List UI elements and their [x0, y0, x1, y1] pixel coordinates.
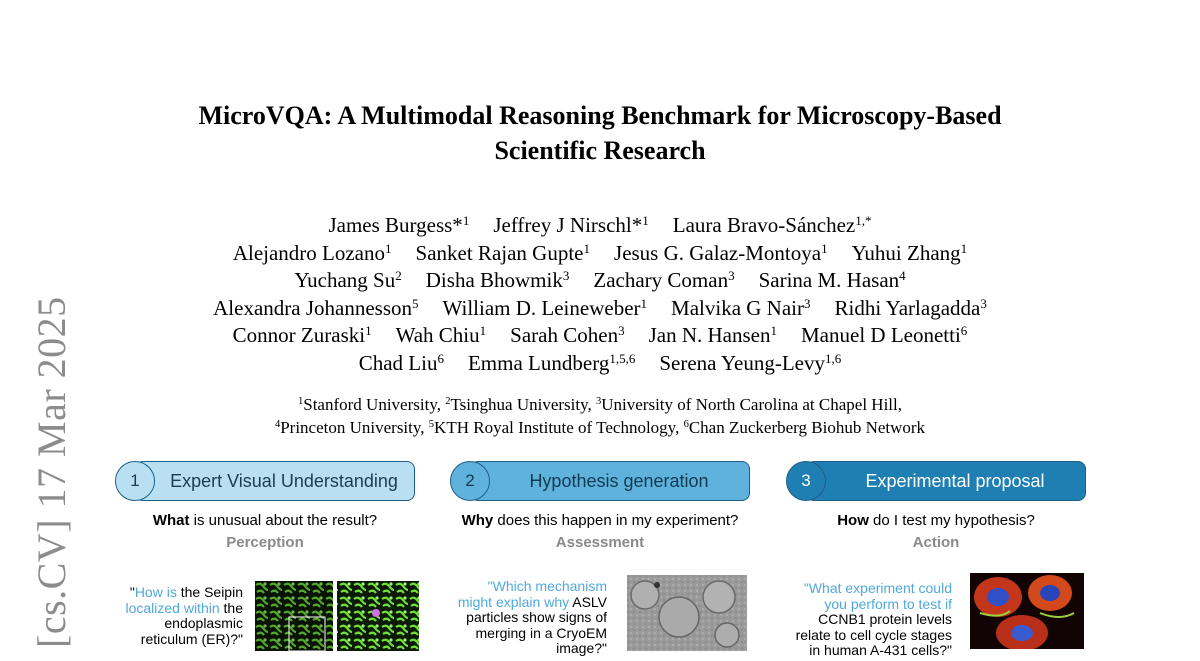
author-name: Disha Bhowmik	[425, 268, 563, 293]
author-list	[100, 212, 1100, 378]
author-name: Yuhui Zhang	[851, 240, 961, 265]
stage-pill-2	[450, 461, 750, 501]
author	[759, 268, 906, 292]
author	[673, 213, 872, 237]
author-name: William D. Leineweber	[442, 295, 641, 320]
author	[396, 323, 487, 347]
author-name: Yuchang Su	[294, 268, 396, 293]
affiliations	[100, 393, 1100, 439]
author	[294, 268, 401, 292]
author	[852, 241, 968, 265]
author-affiliation-marker: 1	[365, 323, 372, 339]
example-question-3: "What experiment could you perform to test if CCNB1 protein levels relate to cell cycle stages in human A-431 cells?"	[795, 580, 952, 658]
author	[614, 241, 828, 265]
author-affiliation-marker: 1,*	[855, 212, 872, 228]
author-affiliation-marker: 2	[395, 268, 402, 284]
author-affiliation-marker: 5	[412, 295, 419, 311]
stage-title-1: Expert Visual Understanding	[135, 461, 415, 501]
author-affiliation-marker: 1	[821, 240, 828, 256]
author-affiliation-marker: 6	[437, 350, 444, 366]
author	[359, 351, 444, 375]
stage-title-3: Experimental proposal	[806, 461, 1086, 501]
author-name: Emma Lundberg	[467, 350, 610, 375]
author-affiliation-marker: 1	[770, 323, 777, 339]
stage-label-action: Action	[912, 534, 960, 551]
author-affiliation-marker: 3	[980, 295, 987, 311]
author-name: Alexandra Johannesson	[213, 295, 412, 320]
stage-pill-3	[786, 461, 1086, 501]
author-line	[100, 350, 1100, 378]
author	[510, 323, 624, 347]
title-line-1: MicroVQA: A Multimodal Reasoning Benchmark for Microscopy-Based	[198, 101, 1002, 130]
author	[233, 241, 392, 265]
arxiv-stamp: [cs.CV] 17 Mar 2025	[29, 296, 74, 648]
author	[328, 213, 469, 237]
author-line	[100, 240, 1100, 268]
author-affiliation-marker: 1	[385, 240, 392, 256]
author	[443, 296, 648, 320]
fluorescence-er-image	[255, 581, 419, 651]
stage-number-1: 1	[115, 461, 155, 501]
figure-panel-experimental-proposal	[786, 461, 1086, 661]
author-line	[100, 295, 1100, 323]
author-affiliation-marker: 1,5,6	[609, 350, 636, 366]
author-name: Manuel D Leonetti	[801, 323, 961, 348]
author-affiliation-marker: 4	[899, 268, 906, 284]
author-affiliation-marker: 1	[583, 240, 591, 256]
author-affiliation-marker: 1	[640, 295, 648, 311]
author-name: Serena Yeung-Levy	[659, 350, 825, 375]
stage-pill-1	[115, 461, 415, 501]
author-name: Alejandro Lozano	[232, 240, 386, 265]
author-affiliation-marker: 1	[462, 212, 470, 228]
stage-question-2: Why does this happen in my experiment?	[461, 512, 739, 529]
author-line	[100, 322, 1100, 350]
author-name: Sarah Cohen	[510, 323, 619, 348]
figure-panel-hypothesis-generation	[450, 461, 750, 661]
author-name: Zachary Coman	[593, 268, 729, 293]
author-affiliation-marker: 1	[479, 323, 487, 339]
author-affiliation-marker: 1,6	[825, 350, 842, 366]
stage-number-2: 2	[450, 461, 490, 501]
author-affiliation-marker: 1	[642, 212, 649, 228]
cell-cycle-fluorescence-image	[970, 573, 1084, 649]
stage-label-assessment: Assessment	[555, 534, 645, 551]
stage-title-2: Hypothesis generation	[470, 461, 750, 501]
author-name: Sarina M. Hasan	[758, 268, 900, 293]
author	[659, 351, 841, 375]
author-affiliation-marker: 6	[960, 323, 968, 339]
author-name: Chad Liu	[358, 350, 438, 375]
author-name: Jan N. Hansen	[648, 323, 771, 348]
author-line	[100, 212, 1100, 240]
author	[671, 296, 810, 320]
author	[426, 268, 570, 292]
author-affiliation-marker: 1	[960, 240, 968, 256]
affiliation-line-2: $^4$Princeton University, $^5$KTH Royal Institute of Technology, $^6$Chan Zuckerberg Biohub Network	[274, 418, 926, 437]
cryoem-image	[627, 575, 747, 651]
author	[416, 241, 590, 265]
author	[649, 323, 777, 347]
author-affiliation-marker: 3	[804, 295, 811, 311]
author-name: Jeffrey J Nirschl*	[493, 213, 643, 237]
title-line-2: Scientific Research	[494, 136, 706, 165]
example-question-1: "How is the Seipin localized within the endoplasmic reticulum (ER)?"	[125, 584, 243, 647]
example-question-2: "Which mechanism might explain why ASLV particles show signs of merging in a CryoEM image?"	[457, 578, 607, 656]
author	[468, 351, 635, 375]
author	[801, 323, 967, 347]
author-name: Laura Bravo-Sánchez	[672, 213, 856, 237]
figure-panel-expert-visual-understanding	[115, 461, 415, 661]
author-name: Malvika G Nair	[671, 295, 804, 320]
author-affiliation-marker: 3	[618, 323, 625, 339]
author	[593, 268, 734, 292]
author-affiliation-marker: 3	[562, 268, 570, 284]
author-name: Jesus G. Galaz-Montoya	[614, 240, 822, 265]
paper-title	[100, 98, 1100, 168]
author	[493, 213, 648, 237]
author-affiliation-marker: 3	[728, 268, 735, 284]
author-name: Sanket Rajan Gupte	[415, 240, 584, 265]
stage-label-perception: Perception	[226, 534, 304, 551]
author	[233, 323, 372, 347]
affiliation-line-1: $^1$Stanford University, $^2$Tsinghua University, $^3$University of North Carolina at Chapel Hill,	[297, 395, 902, 414]
stage-question-1: What is unusual about the result?	[152, 512, 378, 529]
author-name: Ridhi Yarlagadda	[834, 295, 981, 320]
author-name: Wah Chiu	[395, 323, 480, 348]
author-line	[100, 267, 1100, 295]
author	[213, 296, 418, 320]
stage-question-3: How do I test my hypothesis?	[837, 512, 1035, 529]
author-name: Connor Zuraski	[232, 323, 366, 348]
author-name: James Burgess*	[328, 213, 463, 237]
author	[835, 296, 987, 320]
stage-number-3: 3	[786, 461, 826, 501]
